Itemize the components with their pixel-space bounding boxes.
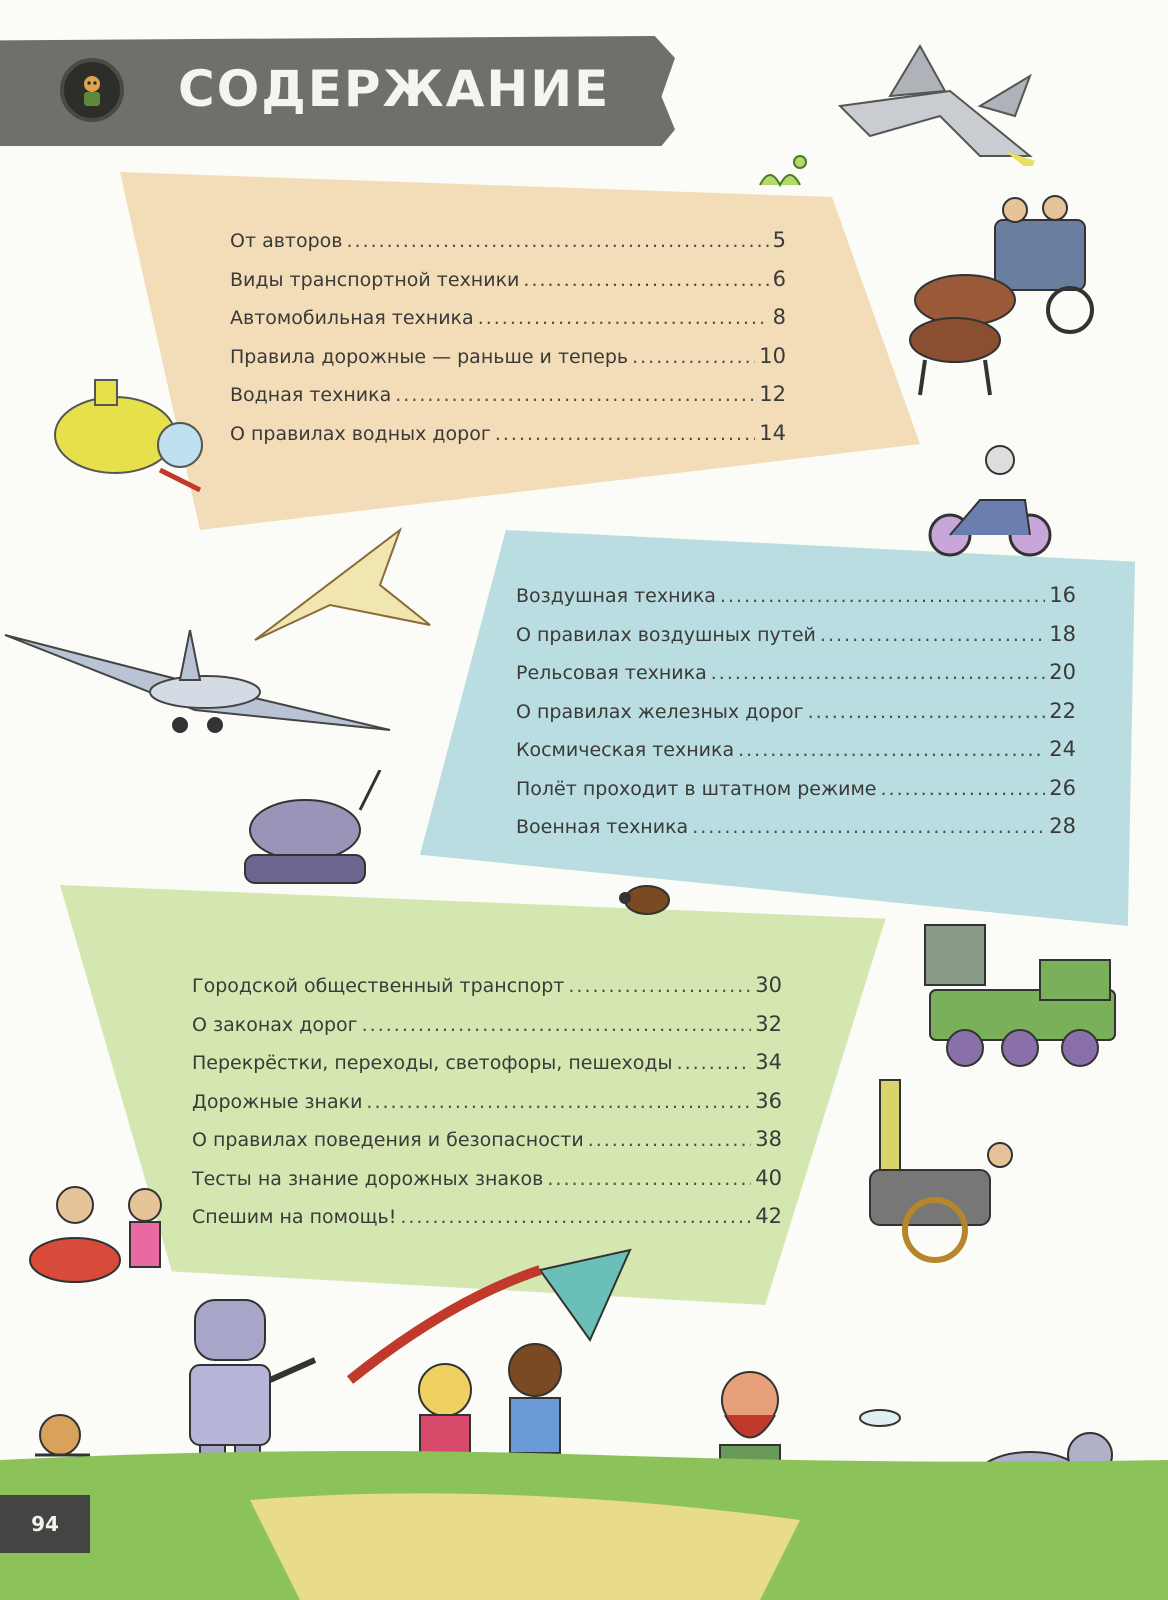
- toc-entry-title: Спешим на помощь!: [192, 1206, 397, 1228]
- toc-entry-page: 8: [772, 305, 786, 329]
- airliner-icon: [0, 630, 395, 740]
- toc-entry-page: 26: [1049, 775, 1076, 800]
- toc-entry[interactable]: [192, 1089, 782, 1128]
- page-number: 94: [0, 1495, 90, 1553]
- toc-section-1: [230, 228, 786, 459]
- toc-entry-title: Полёт проходит в штатном режиме: [516, 777, 877, 800]
- toc-leader: [523, 269, 768, 291]
- logo-icon: [60, 58, 124, 122]
- toc-entry-title: Дорожные знаки: [192, 1090, 363, 1113]
- toc-entry-page: 18: [1049, 621, 1076, 646]
- toc-leader: [362, 1014, 752, 1036]
- toc-entry[interactable]: [192, 973, 782, 1012]
- toc-entry-page: 6: [772, 266, 786, 291]
- toc-entry-title: О правилах железных дорог: [516, 700, 804, 723]
- toc-entry-title: Виды транспортной техники: [230, 268, 520, 291]
- paper-plane-icon: [250, 525, 440, 645]
- toc-entry-title: О правилах водных дорог: [230, 422, 491, 445]
- toc-entry-title: Военная техника: [516, 816, 689, 838]
- horse-carriage-icon: [905, 190, 1105, 400]
- toc-leader: [588, 1129, 752, 1151]
- toc-entry[interactable]: [516, 776, 1076, 815]
- toc-entry[interactable]: [516, 737, 1076, 776]
- toc-entry[interactable]: [192, 1204, 782, 1243]
- toc-entry[interactable]: [230, 344, 786, 383]
- page-title: СОДЕРЖАНИЕ: [178, 60, 611, 118]
- toc-entry[interactable]: [516, 699, 1076, 738]
- toc-entry-page: 30: [755, 973, 782, 997]
- toc-entry-title: О правилах поведения и безопасности: [192, 1129, 584, 1151]
- toc-entry[interactable]: [230, 382, 786, 421]
- toc-entry-page: 40: [755, 1165, 782, 1190]
- toc-section-2: [516, 583, 1076, 853]
- toc-entry[interactable]: [192, 1166, 782, 1205]
- toc-entry-title: О законах дорог: [192, 1013, 358, 1036]
- toc-leader: [478, 307, 769, 329]
- toc-entry[interactable]: [230, 305, 786, 344]
- toc-entry-title: Перекрёстки, переходы, светофоры, пешеходы: [192, 1052, 673, 1074]
- toc-entry-page: 42: [755, 1204, 782, 1228]
- toc-leader: [808, 701, 1046, 723]
- toc-entry[interactable]: [192, 1050, 782, 1089]
- toc-entry-page: 28: [1049, 814, 1076, 838]
- rocket-launcher-truck-icon: [920, 920, 1125, 1070]
- toc-entry[interactable]: [230, 228, 786, 267]
- caterpillar-icon: [755, 150, 810, 195]
- toc-entry-page: 20: [1049, 660, 1076, 684]
- submarine-icon: [40, 360, 210, 500]
- toc-leader: [547, 1168, 751, 1190]
- toc-entry-page: 24: [1049, 737, 1076, 761]
- toc-leader: [738, 739, 1045, 761]
- toc-entry-page: 34: [755, 1050, 782, 1074]
- toc-entry-title: От авторов: [230, 230, 343, 252]
- toc-leader: [346, 230, 768, 252]
- toc-leader: [400, 1206, 751, 1228]
- toc-leader: [692, 816, 1045, 838]
- toc-leader: [720, 585, 1045, 607]
- toc-entry-page: 38: [755, 1127, 782, 1151]
- toc-entry-page: 36: [755, 1088, 782, 1113]
- toc-leader: [820, 624, 1045, 646]
- toc-leader: [495, 423, 755, 445]
- toc-leader: [677, 1052, 752, 1074]
- toc-leader: [568, 975, 751, 997]
- toc-entry-title: Автомобильная техника: [230, 307, 474, 329]
- toc-entry-page: 10: [759, 343, 786, 368]
- toc-entry-page: 22: [1049, 698, 1076, 723]
- toc-entry[interactable]: [516, 583, 1076, 622]
- toc-entry-title: Воздушная техника: [516, 585, 716, 607]
- toc-leader: [880, 778, 1045, 800]
- toc-leader: [711, 662, 1046, 684]
- toc-entry-title: Тесты на знание дорожных знаков: [192, 1167, 544, 1190]
- toc-entry[interactable]: [516, 814, 1076, 853]
- toc-entry-page: 16: [1049, 583, 1076, 607]
- lunar-rover-icon: [240, 770, 390, 890]
- grass-ground: [0, 1440, 1168, 1600]
- toc-entry-title: О правилах воздушных путей: [516, 623, 816, 646]
- toc-entry-title: Космическая техника: [516, 739, 735, 761]
- toc-entry-page: 14: [759, 420, 786, 445]
- toc-entry-title: Городской общественный транспорт: [192, 975, 565, 997]
- toc-entry-title: Водная техника: [230, 384, 392, 406]
- toc-entry[interactable]: [516, 622, 1076, 661]
- toc-entry-title: Рельсовая техника: [516, 662, 707, 684]
- beetle-icon: [615, 878, 675, 918]
- toc-entry-title: Правила дорожные — раньше и теперь: [230, 345, 629, 368]
- toc-entry-page: 5: [772, 228, 786, 252]
- toc-section-3: [192, 973, 782, 1243]
- toc-leader: [632, 346, 755, 368]
- toc-leader: [366, 1091, 751, 1113]
- jet-fighter-icon: [830, 36, 1040, 166]
- toc-entry[interactable]: [192, 1127, 782, 1166]
- toc-entry-page: 32: [755, 1011, 782, 1036]
- toc-entry-page: 12: [759, 382, 786, 406]
- toc-entry[interactable]: [230, 267, 786, 306]
- steam-tractor-icon: [850, 1075, 1035, 1270]
- dragonfly-icon: [855, 1400, 905, 1435]
- toc-entry[interactable]: [192, 1012, 782, 1051]
- children-pedal-car-icon: [20, 1160, 180, 1290]
- toc-entry[interactable]: [230, 421, 786, 460]
- toc-entry[interactable]: [516, 660, 1076, 699]
- motorcycle-icon: [925, 440, 1055, 560]
- toc-leader: [395, 384, 755, 406]
